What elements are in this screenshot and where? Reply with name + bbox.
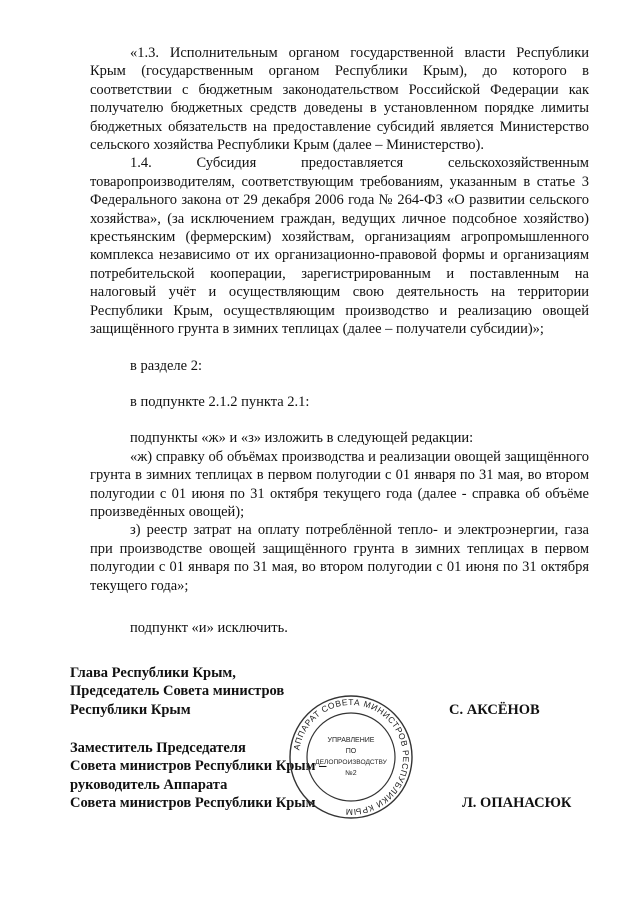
- stamp-line-4: №2: [345, 770, 357, 777]
- signer-title: Глава Республики Крым,: [70, 665, 236, 681]
- signer-title: Совета министров Республики Крым: [70, 795, 316, 812]
- signature-block-head: [70, 664, 284, 719]
- signer-name-aksenov: С. АКСЁНОВ: [449, 702, 540, 718]
- paragraph-subitem-2-1-2: в подпункте 2.1.2 пункта 2.1:: [130, 393, 310, 410]
- paragraph-1-4: 1.4. Субсидия предоставляется сельскохозяйственным товаропроизводителям, соответствующим требованиям, указанным в статье 3 Федерального закона от 29 декабря 2006 года № 264-ФЗ «О развитии сельского хозяйства», (за исключением граждан, ведущих личное подсобное хозяйство) крестьянским (фермерским) хозяйствам, организациям агропромышленного комплекса независимо от их организационно-правовой формы и организациям потребительской кооперации, зарегистрированным и поставленным на налоговый учёт и осуществляющим свою деятельность на территории Республики Крым, осуществляющим производство и реализацию овощей защищённого грунта в зимних теплицах (далее – получатели субсидии)»;: [90, 155, 589, 338]
- stamp-outer-ring: [290, 696, 412, 818]
- stamp-inner-ring: [307, 713, 395, 801]
- document-body: [90, 44, 589, 637]
- signer-title: руководитель Аппарата: [70, 776, 228, 793]
- signer-name-opanasyuk: Л. ОПАНАСЮК: [462, 795, 572, 811]
- stamp-line-1: УПРАВЛЕНИЕ: [327, 737, 375, 744]
- paragraph-subitems-zh-z: подпункты «ж» и «з» изложить в следующей редакции:: [130, 430, 474, 447]
- paragraph-z: з) реестр затрат на оплату потреблённой тепло- и электроэнергии, газа при производстве овощей защищённого грунта в зимних теплицах в первом полугодии с 01 января по 31 мая, во втором полугодии с 01 июня по 31 октября текущего года»;: [90, 522, 589, 594]
- signer-title: Председатель Совета министров: [70, 683, 285, 700]
- stamp-ring-text: АППАРАТ СОВЕТА МИНИСТРОВ РЕСПУБЛИКИ КРЫМ: [291, 696, 412, 818]
- paragraph-subitem-i: подпункт «и» исключить.: [130, 619, 288, 636]
- signer-title: Республики Крым: [70, 701, 191, 718]
- paragraph-section-2: в разделе 2:: [130, 357, 203, 374]
- paragraph-1-3: «1.3. Исполнительным органом государственной власти Республики Крым (государственным органом Республики Крым), до которого в соответствии с бюджетным законодательством Российской Федерации как получателю бюджетных средств доведены в установленном порядке лимиты бюджетных обязательств на предоставление субсидий является Министерство сельского хозяйства Республики Крым (далее – Министерство).: [90, 45, 589, 154]
- signer-title: Совета министров Республики Крым –: [70, 758, 327, 775]
- signer-title: Заместитель Председателя: [70, 740, 246, 756]
- paragraph-zh: «ж) справку об объёмах производства и реализации овощей защищённого грунта в зимних теплицах в первом полугодии с 01 января по 31 мая, во втором полугодии с 01 июня по 31 октября текущего года (далее - справка об объёме произведённых овощей);: [90, 448, 589, 520]
- official-stamp: [286, 692, 416, 822]
- stamp-line-2: ПО: [345, 748, 357, 755]
- stamp-line-3: ДЕЛОПРОИЗВОДСТВУ: [315, 759, 387, 766]
